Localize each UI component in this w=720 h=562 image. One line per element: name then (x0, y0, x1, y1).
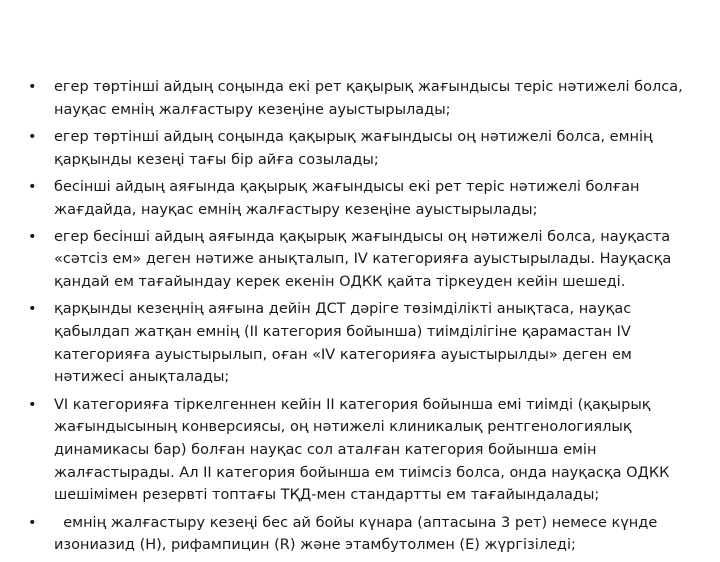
bullet-dot-icon: • (28, 79, 37, 95)
bullet-text: емнің жалғастыру кезеңі бес ай бойы күнара (аптасына 3 рет) немесе күнде изониазид (H), рифампицин (R) және этамбутолмен (E) жүргізіледі; (54, 514, 662, 554)
bullet-text: егер төртінші айдың соңында қақырық жағындысы оң нәтижелі болса, емнің қарқынды кезеңі тағы бір айға созылады; (54, 128, 653, 168)
bullet-text: қарқынды кезеңнің аяғына дейін ДСТ дәріге төзімділікті анықтаса, науқас қабылдап жатқан емнің (II категория бойынша) тиімділігіне қарамастан IV категорияға ауыстырылып, оған «IV категорияға ауыстырылды» деген ем нәтижесі анықталады; (54, 301, 632, 386)
bullet-dot-icon: • (28, 228, 37, 245)
list-item (28, 126, 700, 171)
bullet-dot-icon: • (28, 301, 37, 318)
list-item (28, 76, 700, 121)
list-item (28, 176, 700, 221)
bullet-dot-icon: • (28, 128, 37, 145)
list-item (28, 512, 700, 557)
bullet-text: VI категорияға тіркелгеннен кейін II категория бойынша емі тиімді (қақырық жағындысының конверсиясы, оң нәтижелі клиникалық рентгенологиялық динамикасы бар) болған науқас сол аталған категория бойынша емін жалғастырады. Ал II категория бойынша ем тиімсіз болса, онда науқасқа ОДКК шешімімен резервті топтағы ТҚД-мен стандартты ем тағайындалады; (54, 396, 670, 504)
bullet-list (28, 76, 700, 562)
list-item (28, 394, 700, 508)
list-item (28, 298, 700, 389)
bullet-text: егер бесінші айдың аяғында қақырық жағындысы оң нәтижелі болса, науқаста «сәтсіз ем» деген нәтиже анықталып, IV категорияға ауыстырылады. Науқасқа қандай ем тағайындау керек екенін ОДКК қайта тіркеуден кейін шешеді. (54, 228, 672, 291)
bullet-text: егер төртінші айдың соңында екі рет қақырық жағындысы теріс нәтижелі болса, науқас емнің жалғастыру кезеңіне ауыстырылады; (54, 79, 683, 118)
bullet-dot-icon: • (28, 514, 37, 531)
bullet-dot-icon: • (28, 178, 37, 195)
bullet-text: бесінші айдың аяғында қақырық жағындысы екі рет теріс нәтижелі болған жағдайда, науқас емнің жалғастыру кезеңіне ауыстырылады; (54, 178, 640, 218)
bullet-dot-icon: • (28, 396, 37, 413)
list-item (28, 226, 700, 294)
